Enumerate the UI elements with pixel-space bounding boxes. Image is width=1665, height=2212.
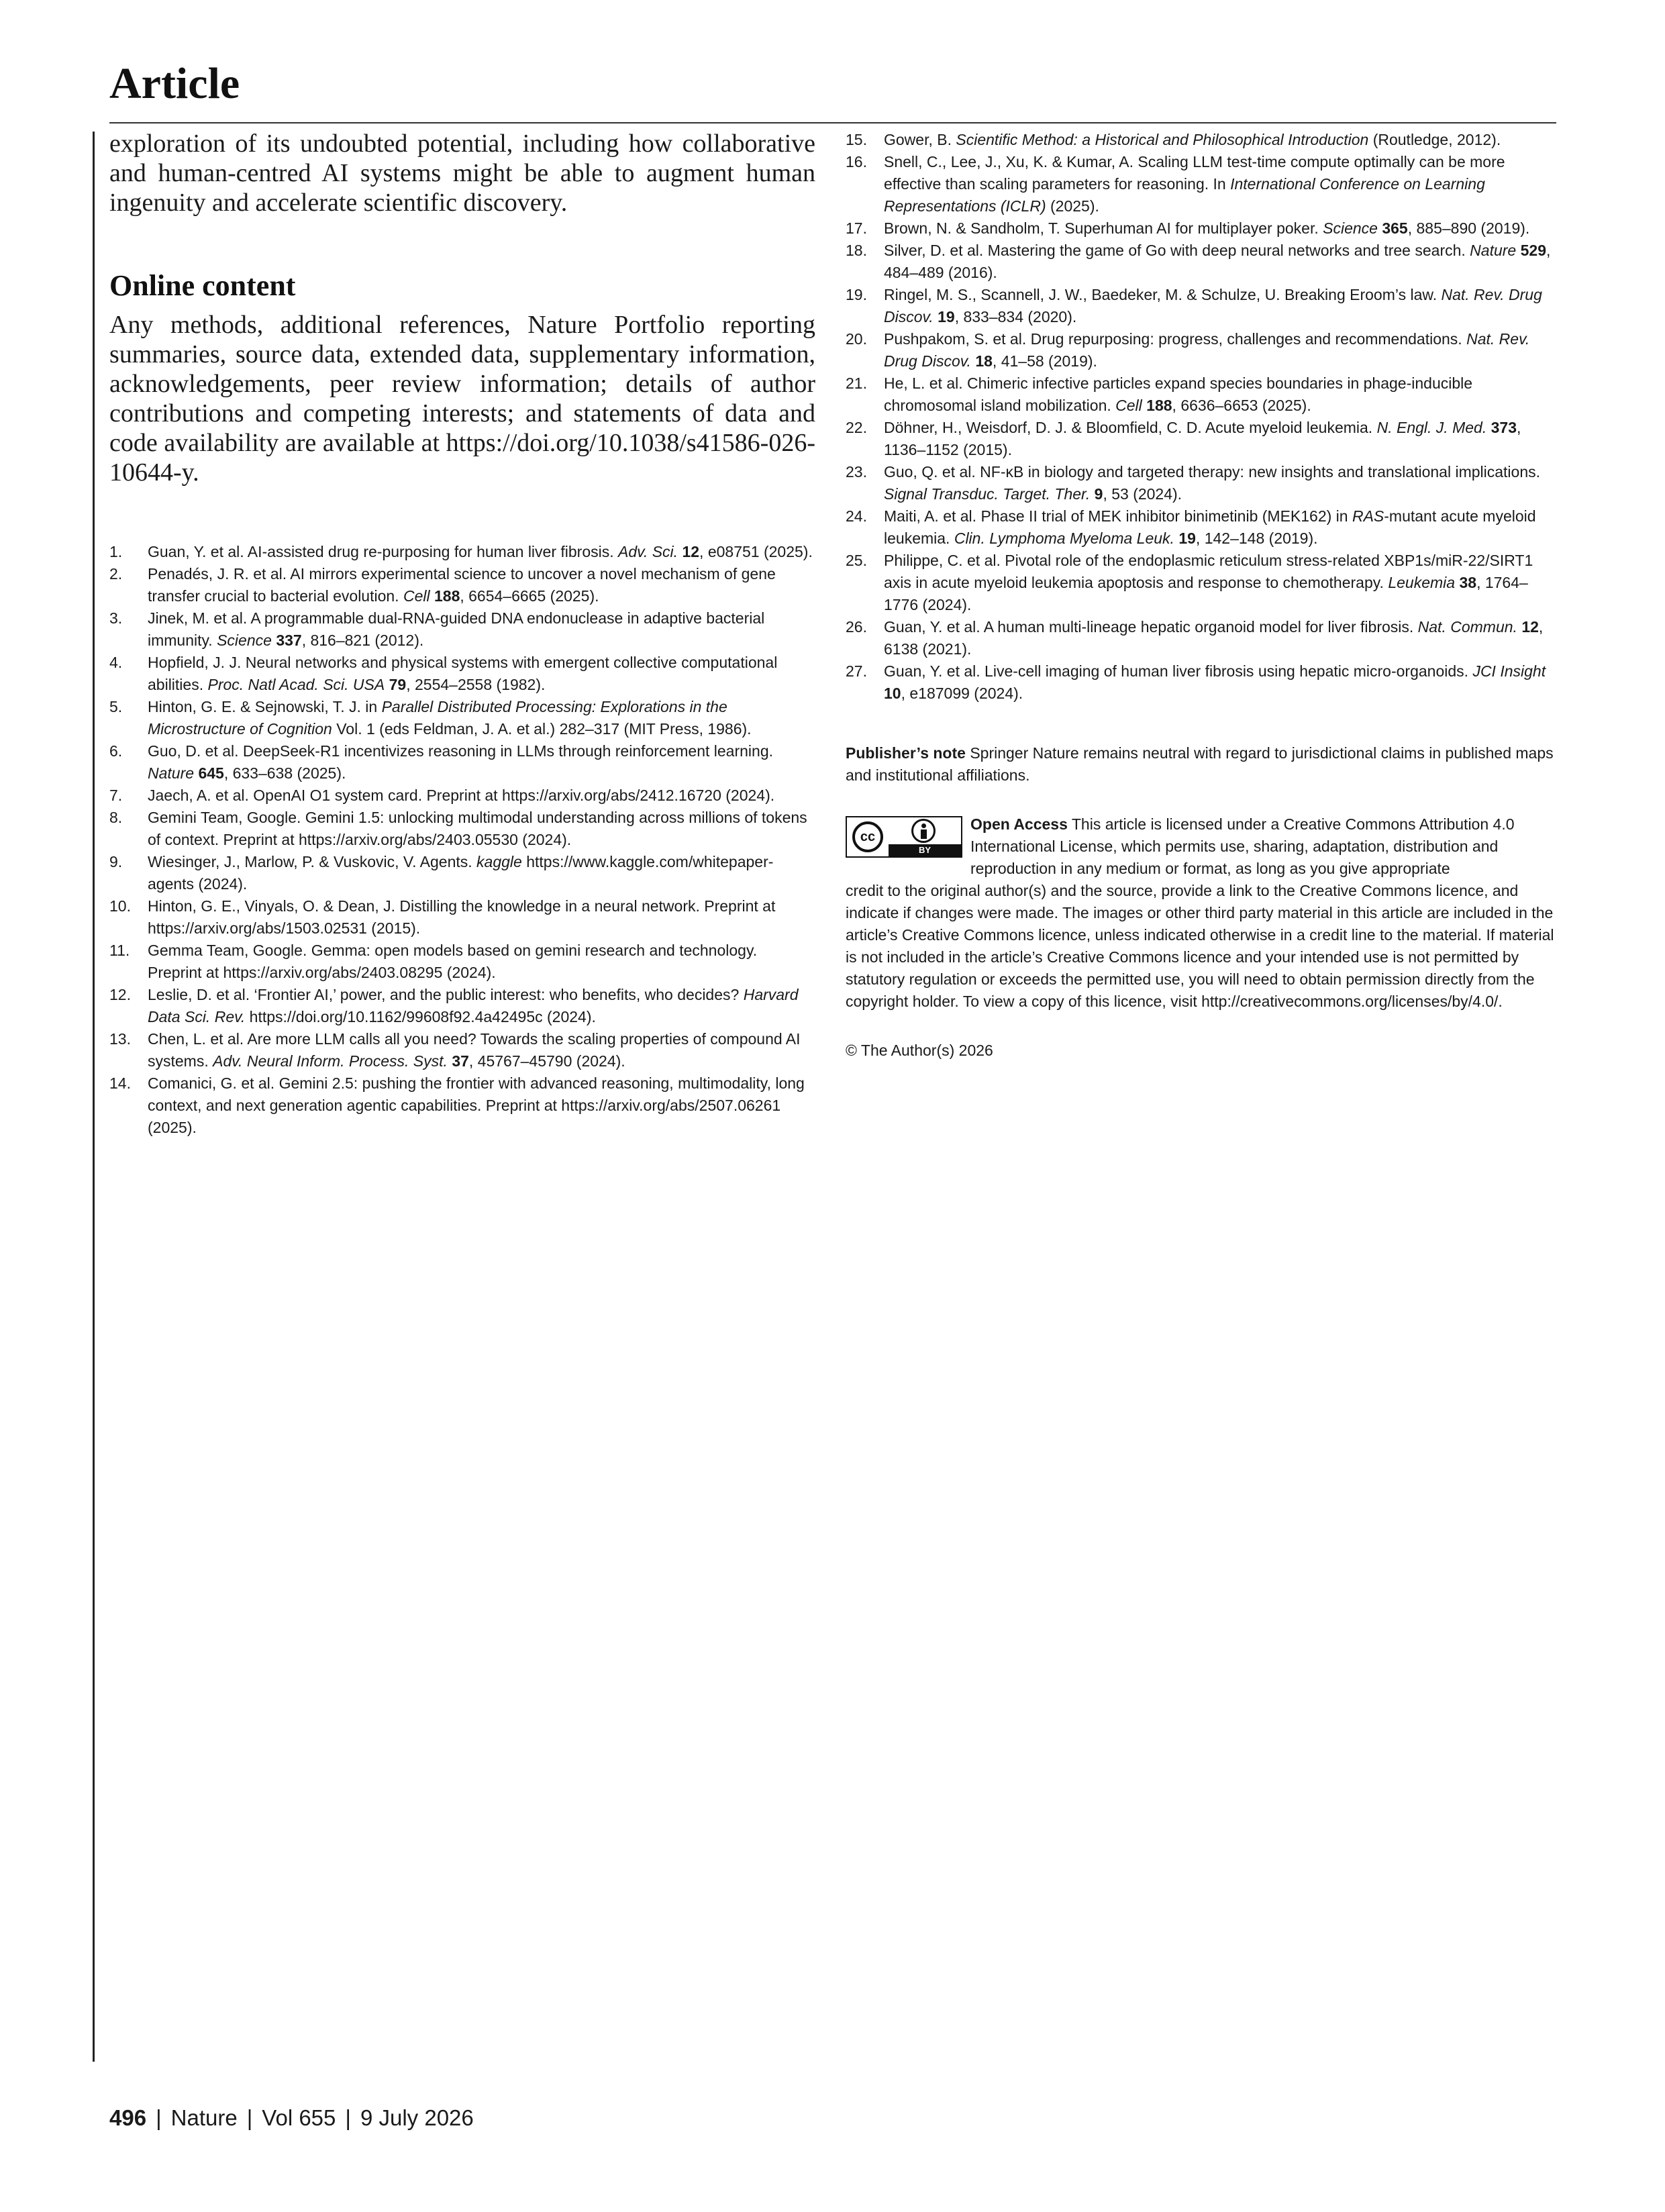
footer-volume: Vol 655 (262, 2105, 336, 2130)
cc-by-label: BY (889, 844, 961, 856)
reference-number: 2. (109, 565, 123, 583)
reference-text: Wiesinger, J., Marlow, P. & Vuskovic, V. Agents. kaggle https://www.kaggle.com/whitepaper-agents (2024). (148, 853, 774, 893)
open-access-text-first: This article is licensed under a Creative Commons Attribution 4.0 International License, which permits use, sharing, adaptation, distribution and reproduction in any medium or format, as long as you give appropriate (970, 815, 1515, 877)
reference-number: 26. (846, 618, 867, 636)
reference-number: 14. (109, 1074, 131, 1092)
open-access-lead: Open Access (970, 815, 1068, 833)
footer-separator: | (156, 2105, 162, 2130)
publishers-note-text: Springer Nature remains neutral with regard to jurisdictional claims in published maps and institutional affiliations. (846, 744, 1554, 784)
reference-text: Guo, Q. et al. NF-κB in biology and targeted therapy: new insights and translational implications. Signal Transduc. Target. Ther. 9, 53 (2024). (884, 463, 1541, 503)
reference-text: Hinton, G. E., Vinyals, O. & Dean, J. Distilling the knowledge in a neural network. Preprint at https://arxiv.org/abs/1503.02531 (2015). (148, 897, 776, 937)
reference-text: Gemini Team, Google. Gemini 1.5: unlocking multimodal understanding across millions of tokens of context. Preprint at https://arxiv.org/abs/2403.05530 (2024). (148, 809, 807, 848)
reference-item (846, 616, 1557, 660)
reference-text: Hinton, G. E. & Sejnowski, T. J. in Parallel Distributed Processing: Explorations in the Microstructure of Cognition Vol. 1 (eds Feldman, J. A. et al.) 282–317 (MIT Press, 1986). (148, 698, 752, 738)
page-footer (109, 2105, 474, 2131)
reference-item (846, 372, 1557, 417)
reference-text: Leslie, D. et al. ‘Frontier AI,’ power, and the public interest: who benefits, who decides? Harvard Data Sci. Rev. https://doi.org/10.1162/99608f92.4a42495c (2024). (148, 986, 799, 1025)
reference-item (109, 785, 815, 807)
reference-number: 8. (109, 809, 123, 826)
reference-number: 5. (109, 698, 123, 715)
reference-item (109, 696, 815, 740)
reference-number: 6. (109, 742, 123, 760)
reference-number: 24. (846, 507, 867, 525)
reference-number: 9. (109, 853, 123, 870)
reference-text: Silver, D. et al. Mastering the game of Go with deep neural networks and tree search. Nature 529, 484–489 (2016). (884, 242, 1551, 281)
reference-number: 19. (846, 286, 867, 303)
reference-number: 16. (846, 153, 867, 170)
page-header-title: Article (109, 59, 240, 108)
reference-item (109, 807, 815, 851)
reference-item (109, 740, 815, 785)
reference-number: 4. (109, 654, 123, 671)
reference-number: 12. (109, 986, 131, 1003)
reference-number: 7. (109, 787, 123, 804)
reference-number: 10. (109, 897, 131, 915)
reference-item (109, 541, 815, 563)
reference-number: 22. (846, 419, 867, 436)
reference-text: Snell, C., Lee, J., Xu, K. & Kumar, A. Scaling LLM test-time compute optimally can be more effective than scaling parameters for reasoning. In International Conference on Learning Representations (ICLR) (2025). (884, 153, 1505, 215)
footer-journal: Nature (170, 2105, 238, 2130)
footer-date: 9 July 2026 (360, 2105, 474, 2130)
reference-item (846, 550, 1557, 616)
header-rule (109, 122, 1556, 123)
reference-text: Pushpakom, S. et al. Drug repurposing: progress, challenges and recommendations. Nat. Rev. Drug Discov. 18, 41–58 (2019). (884, 330, 1530, 370)
reference-item (846, 217, 1557, 240)
reference-text: Hopfield, J. J. Neural networks and physical systems with emergent collective computational abilities. Proc. Natl Acad. Sci. USA 79, 2554–2558 (1982). (148, 654, 778, 693)
reference-number: 3. (109, 609, 123, 627)
reference-number: 1. (109, 543, 123, 560)
reference-text: Jaech, A. et al. OpenAI O1 system card. Preprint at https://arxiv.org/abs/2412.16720 (2024). (148, 787, 775, 804)
reference-text: Maiti, A. et al. Phase II trial of MEK inhibitor binimetinib (MEK162) in RAS-mutant acute myeloid leukemia. Clin. Lymphoma Myeloma Leuk. 19, 142–148 (2019). (884, 507, 1536, 547)
reference-number: 13. (109, 1030, 131, 1048)
reference-item (109, 984, 815, 1028)
reference-item (846, 328, 1557, 372)
reference-item (109, 607, 815, 652)
reference-text: Comanici, G. et al. Gemini 2.5: pushing the frontier with advanced reasoning, multimodality, long context, and next generation agentic capabilities. Preprint at https://arxiv.org/abs/2507.06261 (2025). (148, 1074, 805, 1136)
copyright-notice: © The Author(s) 2026 (846, 1042, 993, 1059)
creative-commons-by-icon[interactable] (846, 816, 962, 858)
reference-item (109, 652, 815, 696)
reference-text: He, L. et al. Chimeric infective particles expand species boundaries in phage-inducible chromosomal island mobilization. Cell 188, 6636–6653 (2025). (884, 374, 1473, 414)
attribution-person-icon (911, 819, 936, 843)
reference-item (109, 851, 815, 895)
reference-list-right (846, 129, 1557, 705)
reference-text: Guan, Y. et al. A human multi-lineage hepatic organoid model for liver fibrosis. Nat. Commun. 12, 6138 (2021). (884, 618, 1544, 658)
left-margin-rule (93, 132, 95, 2062)
open-access-text-rest: credit to the original author(s) and the source, provide a link to the Creative Commons licence, and indicate if changes were made. The images or other third party material in this article are included in the article’s Creative Commons licence, unless indicated otherwise in a credit line to the material. If material is not included in the article’s Creative Commons licence and your intended use is not permitted by statutory regulation or exceeds the permitted use, you will need to obtain permission directly from the copyright holder. To view a copy of this licence, visit http://creativecommons.org/licenses/by/4.0/. (846, 882, 1554, 1010)
reference-item (109, 940, 815, 984)
reference-number: 27. (846, 662, 867, 680)
left-column (109, 129, 815, 1139)
footer-separator: | (246, 2105, 253, 2130)
reference-item (846, 505, 1557, 550)
online-content-heading: Online content (109, 269, 296, 302)
reference-number: 23. (846, 463, 867, 481)
reference-text: Gower, B. Scientific Method: a Historical and Philosophical Introduction (Routledge, 2012). (884, 131, 1501, 148)
reference-text: Philippe, C. et al. Pivotal role of the endoplasmic reticulum stress-related XBP1s/miR-22/SIRT1 axis in acute myeloid leukemia apoptosis and response to chemotherapy. Leukemia 38, 1764–1776 (2024). (884, 552, 1533, 613)
reference-item (109, 895, 815, 940)
reference-item (846, 151, 1557, 217)
intro-paragraph: exploration of its undoubted potential, including how collaborative and human-centred AI systems might be able to augment human ingenuity and accelerate scientific discovery. (109, 130, 815, 217)
reference-item (846, 240, 1557, 284)
online-content-text: Any methods, additional references, Nature Portfolio reporting summaries, source data, extended data, supplementary information, acknowledgements, peer review information; details of author contributions and competing interests; and statements of data and code availability are available at https://doi.org/10.1038/s41586-026-10644-y. (109, 311, 815, 487)
reference-item (846, 461, 1557, 505)
reference-item (846, 129, 1557, 151)
reference-text: Guan, Y. et al. Live-cell imaging of human liver fibrosis using hepatic micro-organoids. JCI Insight 10, e187099 (2024). (884, 662, 1546, 702)
reference-number: 15. (846, 131, 867, 148)
reference-text: Guan, Y. et al. AI-assisted drug re-purposing for human liver fibrosis. Adv. Sci. 12, e08751 (2025). (148, 543, 813, 560)
reference-item (846, 417, 1557, 461)
reference-text: Döhner, H., Weisdorf, D. J. & Bloomfield, C. D. Acute myeloid leukemia. N. Engl. J. Med. 373, 1136–1152 (2015). (884, 419, 1521, 458)
open-access-statement (846, 813, 1557, 1013)
reference-number: 25. (846, 552, 867, 569)
reference-number: 20. (846, 330, 867, 348)
publishers-note (846, 742, 1557, 787)
reference-text: Gemma Team, Google. Gemma: open models based on gemini research and technology. Preprint at https://arxiv.org/abs/2403.08295 (2024). (148, 942, 758, 981)
reference-text: Brown, N. & Sandholm, T. Superhuman AI for multiplayer poker. Science 365, 885–890 (2019). (884, 219, 1530, 237)
reference-text: Guo, D. et al. DeepSeek-R1 incentivizes reasoning in LLMs through reinforcement learning. Nature 645, 633–638 (2025). (148, 742, 773, 782)
reference-item (109, 563, 815, 607)
publishers-note-lead: Publisher’s note (846, 744, 966, 762)
reference-number: 17. (846, 219, 867, 237)
right-column (846, 129, 1557, 1062)
cc-logo-icon: cc (852, 821, 883, 852)
reference-text: Jinek, M. et al. A programmable dual-RNA-guided DNA endonuclease in adaptive bacterial immunity. Science 337, 816–821 (2012). (148, 609, 765, 649)
footer-separator: | (345, 2105, 351, 2130)
reference-text: Ringel, M. S., Scannell, J. W., Baedeker, M. & Schulze, U. Breaking Eroom’s law. Nat. Rev. Drug Discov. 19, 833–834 (2020). (884, 286, 1542, 325)
reference-item (846, 660, 1557, 705)
reference-item (109, 1072, 815, 1139)
reference-text: Chen, L. et al. Are more LLM calls all you need? Towards the scaling properties of compound AI systems. Adv. Neural Inform. Process. Syst. 37, 45767–45790 (2024). (148, 1030, 801, 1070)
reference-text: Penadés, J. R. et al. AI mirrors experimental science to uncover a novel mechanism of gene transfer crucial to bacterial evolution. Cell 188, 6654–6665 (2025). (148, 565, 776, 605)
reference-number: 18. (846, 242, 867, 259)
reference-item (109, 1028, 815, 1072)
reference-list-left (109, 541, 815, 1139)
reference-number: 11. (109, 942, 130, 959)
reference-number: 21. (846, 374, 867, 392)
page-number: 496 (109, 2105, 147, 2130)
reference-item (846, 284, 1557, 328)
